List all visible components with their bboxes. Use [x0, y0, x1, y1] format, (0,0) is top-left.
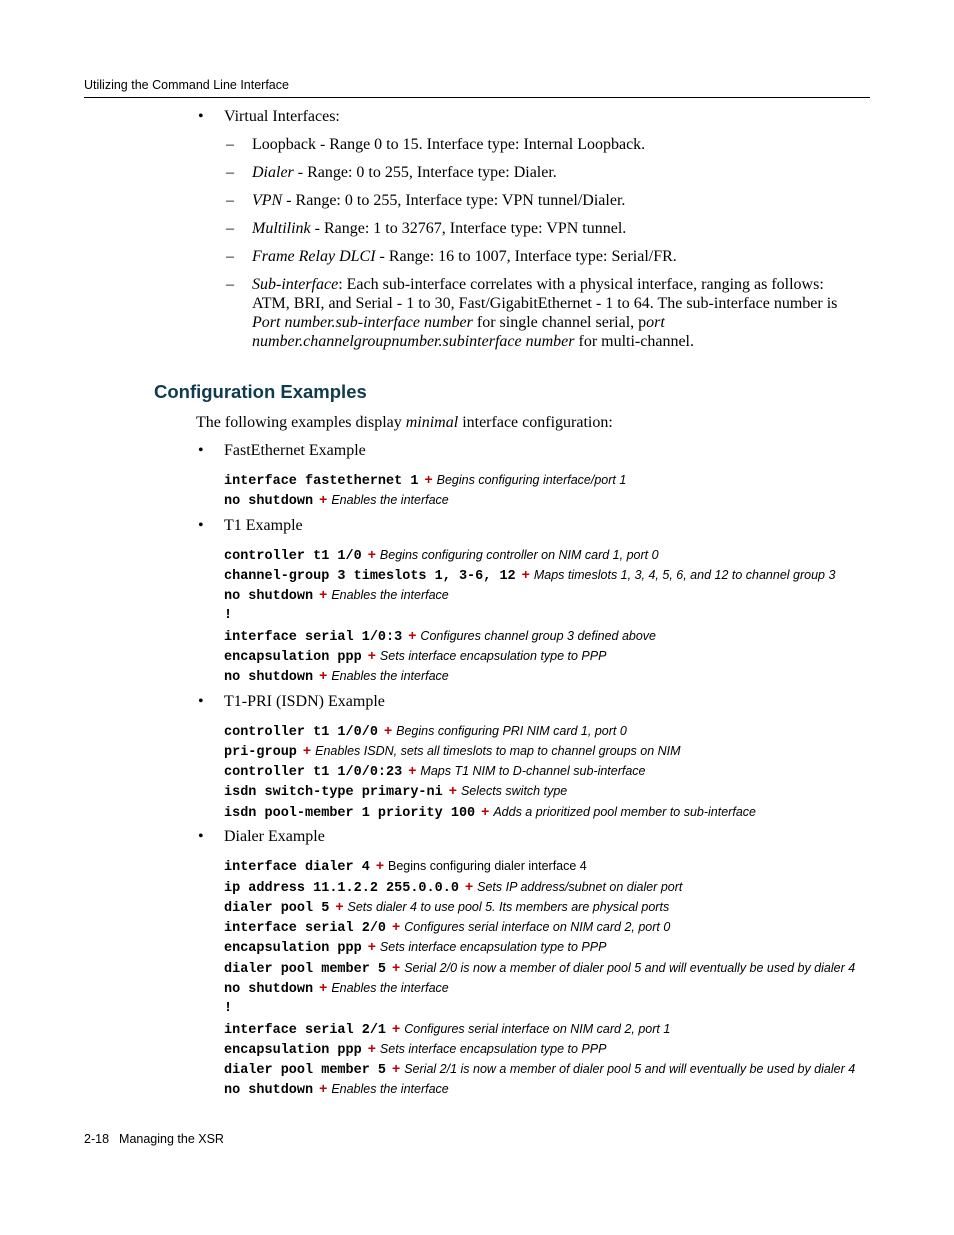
- bullet-virtual: •: [198, 108, 204, 125]
- virtual-item-frame-relay: Frame Relay DLCI - Range: 16 to 1007, Interface type: Serial/FR.: [252, 248, 677, 265]
- command-text: no shutdown: [224, 494, 314, 509]
- footer-title: Managing the XSR: [119, 1132, 224, 1146]
- page-footer: [84, 1132, 224, 1146]
- code-line: [224, 625, 656, 645]
- command-text: controller t1 1/0/0: [224, 725, 378, 740]
- plus-icon: +: [392, 959, 401, 975]
- code-line: [224, 489, 449, 509]
- plus-icon: +: [408, 627, 417, 643]
- plus-icon: +: [319, 979, 328, 995]
- command-text: encapsulation ppp: [224, 650, 362, 665]
- command-comment: Begins configuring interface/port 1: [436, 473, 627, 487]
- bullet: •: [198, 828, 204, 845]
- command-text: interface serial 2/0: [224, 921, 387, 936]
- bullet: •: [198, 442, 204, 459]
- plus-icon: +: [319, 586, 328, 602]
- command-text: interface fastethernet 1: [224, 474, 419, 489]
- plus-icon: +: [481, 803, 490, 819]
- command-text: controller t1 1/0: [224, 549, 362, 564]
- command-comment: Configures serial interface on NIM card 2, port 0: [404, 920, 671, 934]
- command-text: no shutdown: [224, 670, 314, 685]
- dash: –: [226, 248, 234, 265]
- command-text: dialer pool member 5: [224, 962, 387, 977]
- code-line: [224, 604, 232, 624]
- command-comment: Enables the interface: [331, 981, 449, 995]
- command-text: pri-group: [224, 745, 297, 760]
- code-line: [224, 544, 659, 564]
- command-comment: Sets interface encapsulation type to PPP: [379, 1042, 607, 1056]
- code-line: [224, 977, 449, 997]
- example-title: FastEthernet Example: [224, 442, 366, 459]
- dash: –: [226, 192, 234, 209]
- code-line: [224, 896, 669, 916]
- command-comment: Adds a prioritized pool member to sub-interface: [493, 805, 756, 819]
- command-text: isdn pool-member 1 priority 100: [224, 806, 476, 821]
- code-line: [224, 584, 449, 604]
- command-text: channel-group 3 timeslots 1, 3-6, 12: [224, 569, 516, 584]
- command-text: dialer pool member 5: [224, 1063, 387, 1078]
- virtual-item-dialer: Dialer - Range: 0 to 255, Interface type: Dialer.: [252, 164, 557, 181]
- code-line: [224, 760, 646, 780]
- command-comment: Enables the interface: [331, 1082, 449, 1096]
- dash: –: [226, 220, 234, 237]
- running-header: Utilizing the Command Line Interface: [84, 78, 289, 92]
- command-comment: Enables the interface: [331, 669, 449, 683]
- plus-icon: +: [367, 647, 376, 663]
- code-line: [224, 645, 606, 665]
- virtual-item-sub-interface: Sub-interface: Each sub-interface correlates with a physical interface, ranging as follows: ATM, BRI, and Serial - 1 to 30, Fast/GigabitEthernet - 1 to 64. The sub-interface number is Port number.sub-interface number for single channel serial, port number.channelgroupnumber.subinterface number for multi-channel.: [252, 276, 838, 350]
- command-text: no shutdown: [224, 589, 314, 604]
- command-comment: Maps timeslots 1, 3, 4, 5, 6, and 12 to channel group 3: [533, 568, 836, 582]
- plus-icon: +: [408, 762, 417, 778]
- plus-icon: +: [367, 938, 376, 954]
- code-line: [224, 1038, 606, 1058]
- code-line: [224, 564, 835, 584]
- plus-icon: +: [383, 722, 393, 738]
- virtual-item-loopback: Loopback - Range 0 to 15. Interface type: Internal Loopback.: [252, 136, 646, 153]
- virtual-intro: Virtual Interfaces:: [224, 108, 340, 125]
- command-comment: Enables the interface: [331, 588, 449, 602]
- plus-icon: +: [335, 898, 344, 914]
- command-text: interface serial 2/1: [224, 1023, 387, 1038]
- bullet: •: [198, 693, 204, 710]
- code-line: [224, 855, 587, 875]
- code-line: [224, 876, 682, 896]
- plus-icon: +: [464, 878, 474, 894]
- command-comment: Enables the interface: [331, 493, 449, 507]
- page-number: 2-18: [84, 1132, 110, 1146]
- code-line: [224, 916, 670, 936]
- code-line: [224, 1058, 855, 1078]
- code-line: [224, 997, 232, 1017]
- plus-icon: +: [319, 1080, 328, 1096]
- plus-icon: +: [392, 1060, 401, 1076]
- plus-icon: +: [448, 782, 457, 798]
- command-comment: Serial 2/0 is now a member of dialer pool 5 and will eventually be used by dialer 4: [404, 961, 856, 975]
- code-line: [224, 720, 627, 740]
- code-line: [224, 780, 567, 800]
- plus-icon: +: [392, 1020, 401, 1036]
- command-text: encapsulation ppp: [224, 1043, 362, 1058]
- command-text: !: [224, 608, 233, 623]
- command-text: controller t1 1/0/0:23: [224, 765, 403, 780]
- virtual-item-multilink: Multilink - Range: 1 to 32767, Interface type: VPN tunnel.: [252, 220, 627, 237]
- command-comment: Begins configuring dialer interface 4: [388, 859, 587, 873]
- command-comment: Selects switch type: [460, 784, 568, 798]
- example-title: T1 Example: [224, 517, 303, 534]
- command-comment: Enables ISDN, sets all timeslots to map to channel groups on NIM: [315, 744, 681, 758]
- plus-icon: +: [375, 857, 385, 873]
- command-comment: Maps T1 NIM to D-channel sub-interface: [420, 764, 646, 778]
- command-comment: Configures channel group 3 defined above: [420, 629, 657, 643]
- code-line: [224, 1078, 449, 1098]
- plus-icon: +: [367, 1040, 376, 1056]
- section-heading: Configuration Examples: [154, 381, 367, 402]
- command-text: interface dialer 4: [224, 860, 370, 875]
- example-title: Dialer Example: [224, 828, 325, 845]
- command-text: ip address 11.1.2.2 255.0.0.0: [224, 881, 459, 896]
- code-line: [224, 1018, 670, 1038]
- command-comment: Configures serial interface on NIM card 2, port 1: [404, 1022, 671, 1036]
- section-intro: The following examples display minimal interface configuration:: [196, 414, 613, 431]
- example-title: T1-PRI (ISDN) Example: [224, 693, 385, 710]
- command-text: dialer pool 5: [224, 901, 330, 916]
- dash: –: [226, 136, 234, 153]
- command-comment: Serial 2/1 is now a member of dialer pool 5 and will eventually be used by dialer 4: [404, 1062, 856, 1076]
- command-comment: Sets IP address/subnet on dialer port: [477, 880, 683, 894]
- command-comment: Sets interface encapsulation type to PPP: [379, 940, 607, 954]
- command-comment: Begins configuring PRI NIM card 1, port 0: [396, 724, 627, 738]
- code-line: [224, 665, 449, 685]
- code-line: [224, 740, 681, 760]
- bullet: •: [198, 517, 204, 534]
- plus-icon: +: [392, 918, 401, 934]
- plus-icon: +: [302, 742, 312, 758]
- command-comment: Sets interface encapsulation type to PPP: [379, 649, 607, 663]
- code-line: [224, 957, 855, 977]
- dash: –: [226, 276, 234, 293]
- code-line: [224, 469, 626, 489]
- command-text: no shutdown: [224, 1083, 314, 1098]
- plus-icon: +: [319, 491, 328, 507]
- dash: –: [226, 164, 234, 181]
- command-text: encapsulation ppp: [224, 941, 362, 956]
- command-text: !: [224, 1001, 233, 1016]
- code-line: [224, 936, 606, 956]
- command-text: interface serial 1/0:3: [224, 630, 403, 645]
- header-rule: [84, 97, 870, 98]
- plus-icon: +: [521, 566, 530, 582]
- plus-icon: +: [424, 471, 433, 487]
- virtual-item-vpn: VPN - Range: 0 to 255, Interface type: VPN tunnel/Dialer.: [252, 192, 626, 209]
- plus-icon: +: [319, 667, 328, 683]
- plus-icon: +: [367, 546, 376, 562]
- command-comment: Sets dialer 4 to use pool 5. Its members are physical ports: [347, 900, 670, 914]
- code-line: [224, 801, 756, 821]
- command-comment: Begins configuring controller on NIM card 1, port 0: [379, 548, 659, 562]
- command-text: no shutdown: [224, 982, 314, 997]
- command-text: isdn switch-type primary-ni: [224, 785, 443, 800]
